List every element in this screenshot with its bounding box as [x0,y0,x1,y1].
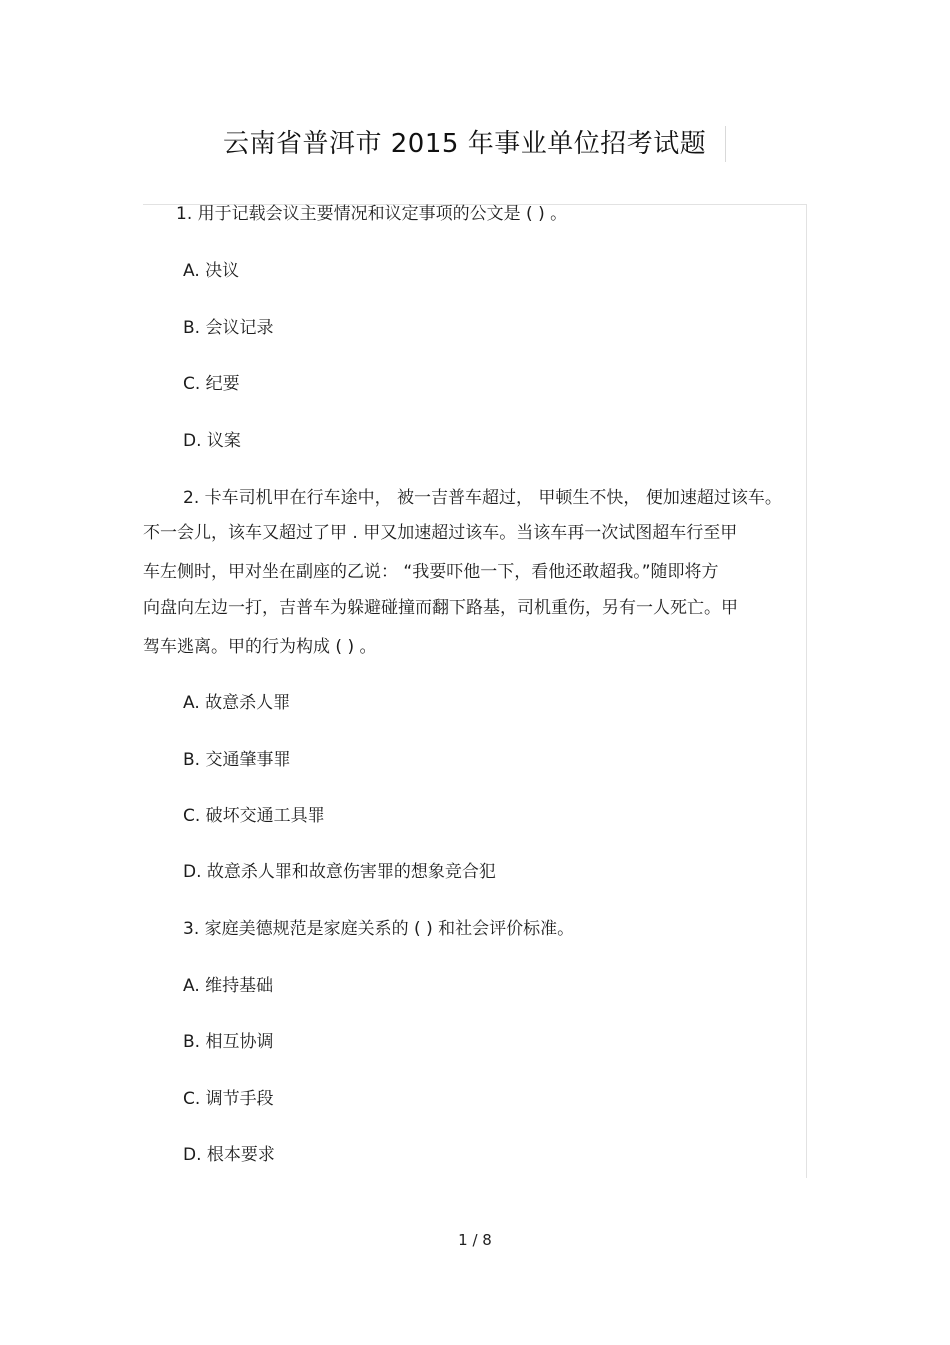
question-2-stem-line-2: 不一会儿，该车又超过了甲 . 甲又加速超过该车。当该车再一次试图超车行至甲 [143,523,738,543]
question-2-stem-line-5: 驾车逃离。甲的行为构成 ( ) 。 [143,637,377,657]
question-3-option-c: C. 调节手段 [183,1089,274,1109]
question-2-option-d: D. 故意杀人罪和故意伤害罪的想象竞合犯 [183,862,496,882]
question-1-option-b: B. 会议记录 [183,318,274,338]
question-2-stem-line-3: 车左侧时，甲对坐在副座的乙说： “我要吓他一下，看他还敢超我。”随即将方 [143,562,719,582]
question-2-option-c: C. 破坏交通工具罪 [183,806,325,826]
question-1-option-c: C. 纪要 [183,374,240,394]
page-number: 1 / 8 [458,1231,492,1249]
question-2-option-b: B. 交通肇事罪 [183,750,291,770]
title-divider [725,126,726,162]
question-3-option-a: A. 维持基础 [183,976,274,996]
question-2-option-a: A. 故意杀人罪 [183,693,291,713]
question-1-stem: 1. 用于记载会议主要情况和议定事项的公文是 ( ) 。 [176,204,568,224]
question-3-stem: 3. 家庭美德规范是家庭关系的 ( ) 和社会评价标准。 [183,919,575,939]
question-3-option-b: B. 相互协调 [183,1032,274,1052]
question-2-stem-line-1: 2. 卡车司机甲在行车途中， 被一吉普车超过， 甲顿生不快， 便加速超过该车。 [183,488,782,508]
document-title: 云南省普洱市 2015 年事业单位招考试题 [223,129,707,159]
question-1-option-d: D. 议案 [183,431,241,451]
question-3-option-d: D. 根本要求 [183,1145,275,1165]
question-2-stem-line-4: 向盘向左边一打，吉普车为躲避碰撞而翻下路基，司机重伤，另有一人死亡。甲 [143,598,738,618]
question-1-option-a: A. 决议 [183,261,240,281]
